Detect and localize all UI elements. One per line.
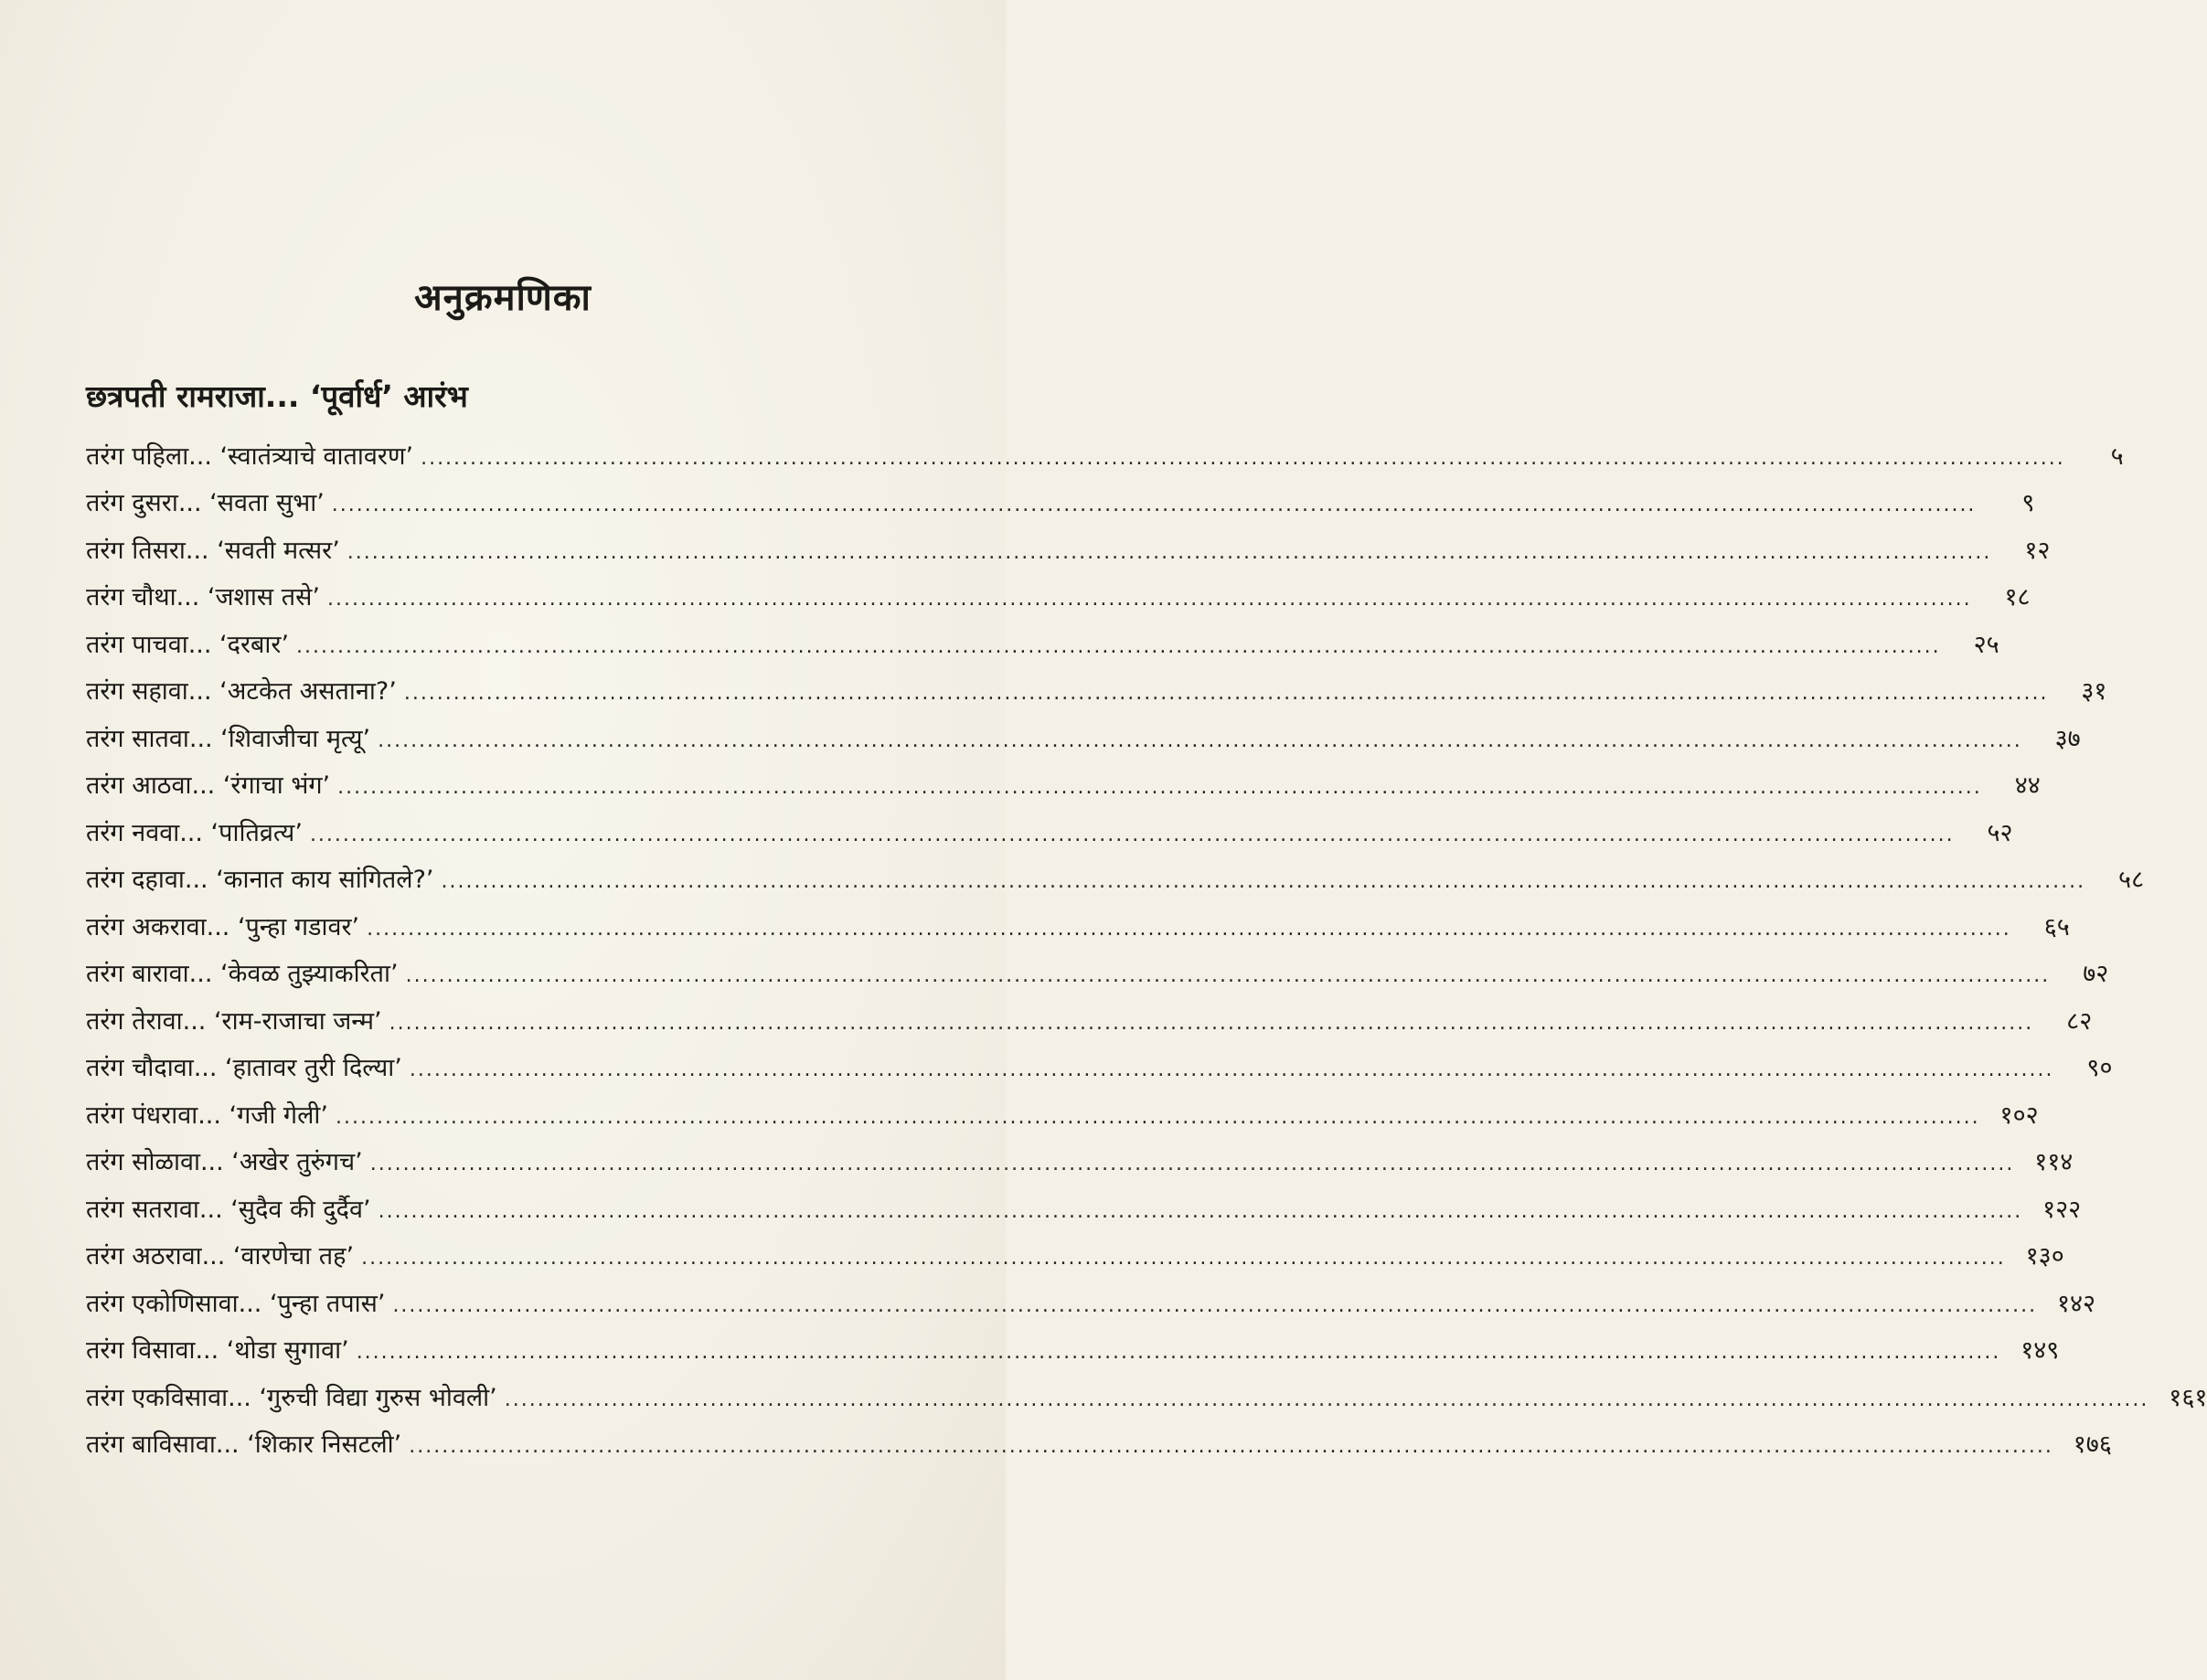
entry-title: तरंग बाविसावा... ‘शिकार निसटली’ (86, 1430, 402, 1459)
entry-page-number: ५२ (1987, 818, 2013, 847)
toc-entry (86, 519, 2051, 567)
toc-entry (86, 1320, 2060, 1367)
dot-leader: ........................................................................................................................................................................................................ (336, 1105, 1980, 1129)
entry-page-number: १२ (2024, 536, 2051, 565)
toc-entry (86, 1272, 2096, 1320)
entry-title: तरंग सहावा... ‘अटकेत असताना?’ (86, 677, 397, 706)
toc-entry (86, 755, 2041, 803)
toc-entry (86, 707, 2081, 755)
entry-page-number: १४९ (2020, 1336, 2060, 1365)
toc-entry (86, 1084, 2039, 1132)
entry-title: तरंग दुसरा... ‘सवता सुभा’ (86, 489, 325, 517)
dot-leader: ........................................................................................................................................................................................................ (378, 1199, 2023, 1223)
toc-entry (86, 1178, 2082, 1226)
dot-leader: ........................................................................................................................................................................................................ (409, 1435, 2053, 1458)
dot-leader: ........................................................................................................................................................................................................ (367, 917, 2011, 941)
entry-title: तरंग अकरावा... ‘पुन्हा गडावर’ (86, 912, 360, 941)
entry-page-number: ५८ (2118, 866, 2145, 894)
dot-leader: ........................................................................................................................................................................................................ (378, 728, 2022, 752)
entry-title: तरंग नववा... ‘पातिव्रत्य’ (86, 818, 303, 847)
toc-entry (86, 661, 2107, 708)
toc-entry (86, 943, 2109, 991)
entry-page-number: ९० (2086, 1054, 2113, 1082)
dot-leader: ........................................................................................................................................................................................................ (403, 682, 2049, 705)
entry-title: तरंग चौदावा... ‘हातावर तुरी दिल्या’ (86, 1054, 402, 1082)
dot-leader: ........................................................................................................................................................................................................ (369, 1153, 2015, 1175)
dot-leader: ........................................................................................................................................................................................................ (392, 1293, 2038, 1317)
entry-page-number: ४४ (2014, 771, 2041, 800)
toc-entry (86, 425, 2124, 473)
toc-entry (86, 1037, 2113, 1085)
entry-page-number: १३० (2025, 1242, 2064, 1271)
entry-page-number: १०२ (1999, 1101, 2039, 1130)
entry-title: तरंग बारावा... ‘केवळ तुझ्याकरिता’ (86, 960, 399, 988)
entry-title: तरंग सतरावा... ‘सुदैव की दुर्दैव’ (86, 1195, 371, 1224)
entry-page-number: १६१ (2169, 1383, 2207, 1412)
dot-leader: ........................................................................................................................................................................................................ (296, 634, 1941, 658)
entry-page-number: ६५ (2043, 912, 2070, 941)
entry-title: तरंग चौथा... ‘जशास तसे’ (86, 583, 320, 611)
entry-title: तरंग तेरावा... ‘राम-राजाचा जन्म’ (86, 1006, 382, 1036)
entry-title: तरंग अठरावा... ‘वारणेचा तह’ (86, 1242, 355, 1271)
entry-page-number: ९ (2021, 489, 2035, 517)
dot-leader: ........................................................................................................................................................................................................ (405, 964, 2051, 987)
entry-title: तरंग पहिला... ‘स्वातंत्र्याचे वातावरण’ (86, 441, 414, 471)
page-title: अनुक्रमणिका (414, 277, 592, 319)
entry-page-number: १४२ (2056, 1289, 2096, 1318)
entry-title: तरंग विसावा... ‘थोडा सुगावा’ (86, 1336, 349, 1365)
dot-leader: ........................................................................................................................................................................................................ (441, 870, 2086, 893)
toc-entry (86, 1366, 2207, 1414)
dot-leader: ........................................................................................................................................................................................................ (361, 1247, 2006, 1270)
dot-leader: ........................................................................................................................................................................................................ (347, 540, 1992, 564)
toc-entry (86, 613, 1999, 661)
dot-leader: ........................................................................................................................................................................................................ (421, 446, 2065, 470)
entry-page-number: ३१ (2081, 677, 2107, 706)
toc-entry (86, 567, 2031, 614)
entry-page-number: ५ (2110, 441, 2124, 471)
dot-leader: ........................................................................................................................................................................................................ (409, 1058, 2054, 1081)
entry-title: तरंग सोळावा... ‘अखेर तुरुंगच’ (86, 1148, 363, 1176)
dot-leader: ........................................................................................................................................................................................................ (331, 494, 1977, 516)
entry-page-number: २५ (1973, 630, 1999, 659)
entry-title: तरंग आठवा... ‘रंगाचा भंग’ (86, 771, 331, 800)
toc-entry (86, 1226, 2064, 1273)
toc-entry (86, 473, 2035, 520)
toc-entry (86, 1414, 2112, 1462)
entry-page-number: १२२ (2042, 1195, 2082, 1224)
toc-entry (86, 990, 2093, 1037)
entry-page-number: ७२ (2083, 960, 2109, 988)
toc-entry (86, 802, 2013, 849)
dot-leader: ........................................................................................................................................................................................................ (326, 588, 1972, 611)
entry-page-number: १८ (2004, 583, 2031, 611)
toc-entry (86, 1132, 2074, 1179)
entry-title: तरंग पंधरावा... ‘गजी गेली’ (86, 1101, 329, 1130)
entry-title: तरंग एकोणिसावा... ‘पुन्हा तपास’ (86, 1289, 386, 1318)
entry-title: तरंग सातवा... ‘शिवाजीचा मृत्यू’ (86, 724, 371, 753)
entry-page-number: ३७ (2054, 724, 2081, 753)
entry-page-number: १७६ (2073, 1430, 2112, 1459)
entry-page-number: ८२ (2066, 1006, 2093, 1036)
dot-leader: ........................................................................................................................................................................................................ (356, 1341, 2001, 1364)
table-of-contents (86, 425, 2207, 1461)
section-heading: छत्रपती रामराजा... ‘पूर्वार्ध’ आरंभ (86, 378, 468, 414)
toc-entry (86, 896, 2070, 943)
entry-title: तरंग दहावा... ‘कानात काय सांगितले?’ (86, 866, 434, 894)
dot-leader: ........................................................................................................................................................................................................ (504, 1388, 2149, 1411)
entry-title: तरंग एकविसावा... ‘गुरुची विद्या गुरुस भोवली’ (86, 1383, 497, 1412)
entry-title: तरंग तिसरा... ‘सवती मत्सर’ (86, 536, 340, 565)
dot-leader: ........................................................................................................................................................................................................ (389, 1011, 2034, 1035)
toc-entry (86, 849, 2145, 897)
entry-title: तरंग पाचवा... ‘दरबार’ (86, 630, 290, 659)
dot-leader: ........................................................................................................................................................................................................ (337, 776, 1982, 799)
entry-page-number: ११४ (2034, 1148, 2074, 1176)
dot-leader: ........................................................................................................................................................................................................ (309, 823, 1955, 846)
